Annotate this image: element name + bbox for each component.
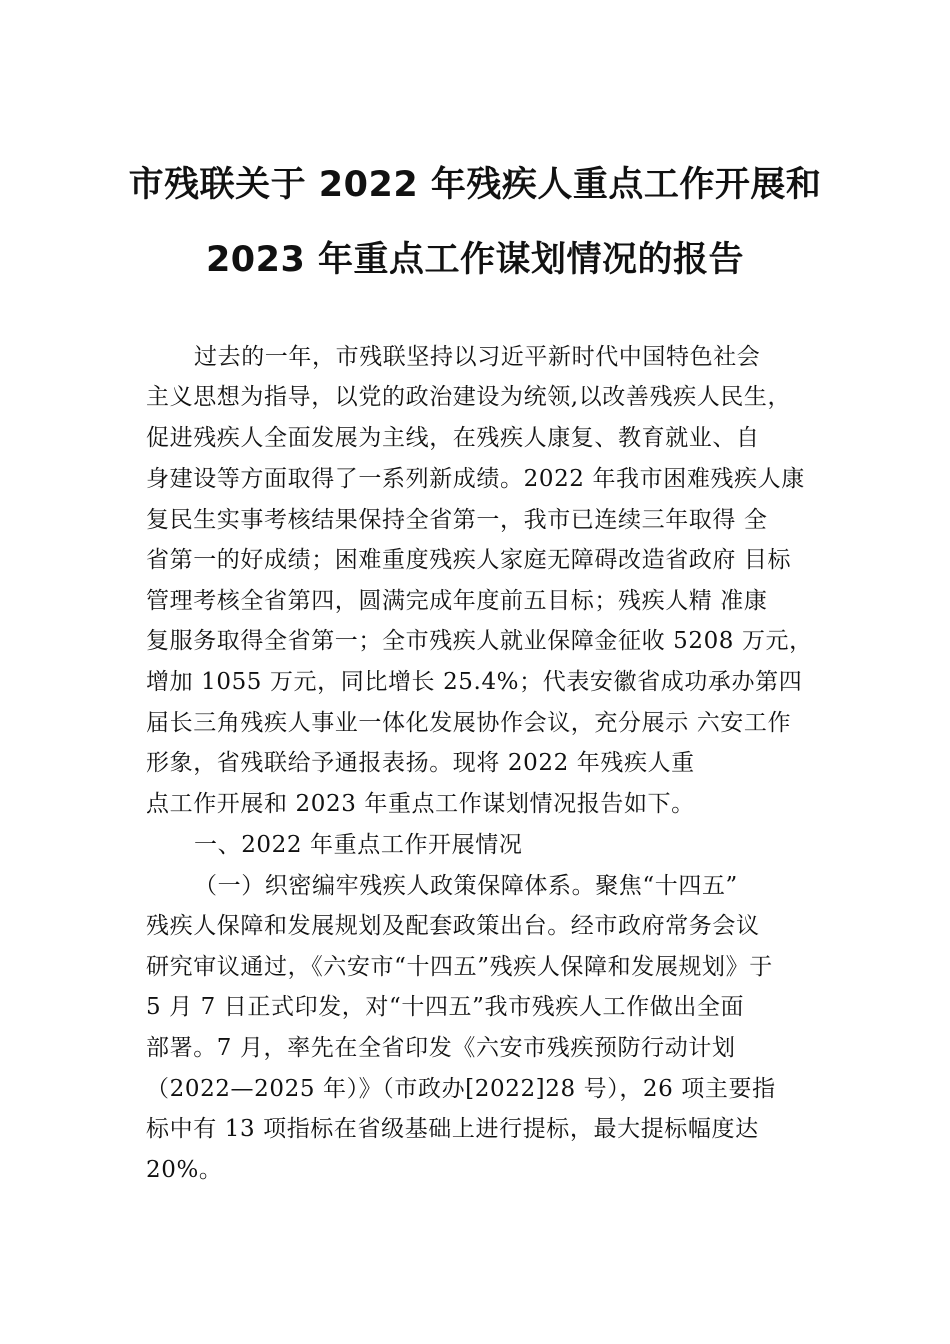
paragraph-line: 管理考核全省第四，圆满完成年度前五目标；残疾人精 准康	[146, 588, 768, 614]
paragraph-line: 复民生实事考核结果保持全省第一，我市已连续三年取得 全	[146, 507, 768, 533]
paragraph-line: 20%。	[146, 1157, 223, 1183]
report-title-line-1: 市残联关于 2022 年残疾人重点工作开展和	[128, 165, 822, 205]
paragraph-line: （一）织密编牢残疾人政策保障体系。聚焦“十四五”	[194, 873, 738, 899]
paragraph-line: 促进残疾人全面发展为主线，在残疾人康复、教育就业、自	[146, 425, 760, 451]
paragraph-line: 届长三角残疾人事业一体化发展协作会议，充分展示 六安工作	[146, 710, 792, 736]
section-heading: 一、2022 年重点工作开展情况	[194, 832, 523, 858]
paragraph-line: 点工作开展和 2023 年重点工作谋划情况报告如下。	[146, 791, 695, 817]
paragraph-line: （2022—2025 年）》（市政办[2022]28 号），26 项主要指	[146, 1076, 776, 1102]
paragraph-line: 5 月 7 日正式印发，对“十四五”我市残疾人工作做出全面	[146, 994, 745, 1020]
paragraph-line: 身建设等方面取得了一系列新成绩。2022 年我市困难残疾人康	[146, 466, 805, 492]
paragraph-line: 部署。7 月，率先在全省印发《六安市残疾预防行动计划	[146, 1035, 736, 1061]
paragraph-line: 过去的一年，市残联坚持以习近平新时代中国特色社会	[194, 344, 761, 370]
paragraph-line: 残疾人保障和发展规划及配套政策出台。经市政府常务会议	[146, 913, 760, 939]
paragraph-line: 复服务取得全省第一；全市残疾人就业保障金征收 5208 万元，	[146, 628, 813, 654]
paragraph-line: 标中有 13 项指标在省级基础上进行提标，最大提标幅度达	[146, 1116, 759, 1142]
paragraph-line: 主义思想为指导，以党的政治建设为统领,以改善残疾人民生，	[146, 384, 792, 410]
report-title-line-2: 2023 年重点工作谋划情况的报告	[205, 240, 745, 280]
paragraph-line: 增加 1055 万元，同比增长 25.4%；代表安徽省成功承办第四	[146, 669, 803, 695]
paragraph-line: 形象，省残联给予通报表扬。现将 2022 年残疾人重	[146, 750, 695, 776]
paragraph-line: 省第一的好成绩；困难重度残疾人家庭无障碍改造省政府 目标	[146, 547, 792, 573]
paragraph-line: 研究审议通过，《六安市“十四五”残疾人保障和发展规划》于	[146, 954, 773, 980]
